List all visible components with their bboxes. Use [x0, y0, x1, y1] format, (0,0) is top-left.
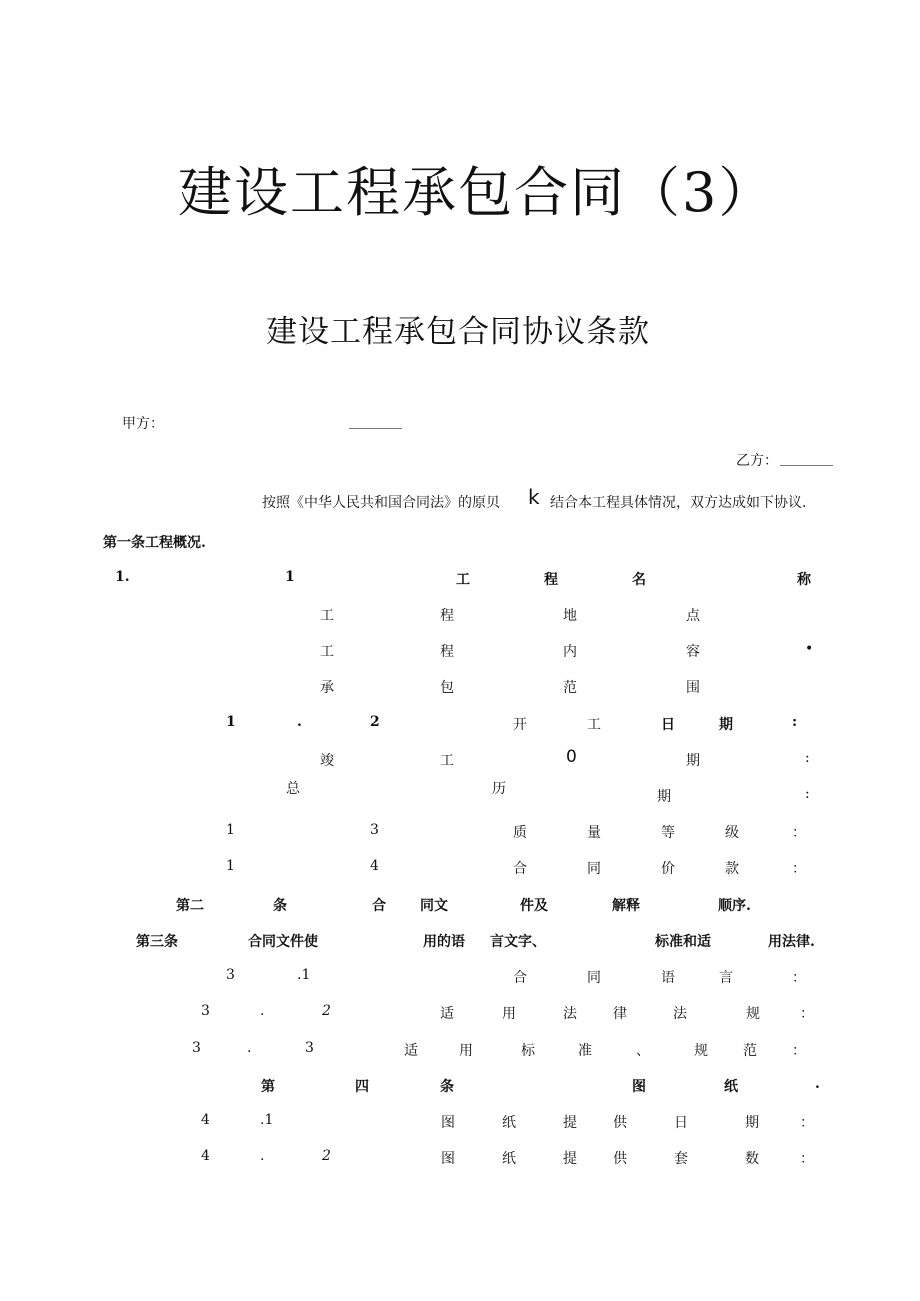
text-token: 1	[226, 822, 235, 838]
text-token: •	[805, 641, 814, 657]
text-token: ：	[792, 1043, 806, 1059]
text-token: 工	[456, 572, 470, 588]
text-token: 提	[563, 1115, 577, 1131]
text-token: :	[805, 786, 810, 802]
text-token: 点	[686, 608, 700, 624]
text-token: 件及	[520, 898, 548, 914]
text-token: 语	[661, 970, 675, 986]
text-token: 总	[286, 781, 300, 797]
text-token: .	[815, 1076, 820, 1092]
text-token: 同	[587, 861, 601, 877]
text-token: 规	[694, 1043, 708, 1059]
text-token: 期	[719, 717, 733, 733]
text-token: 同	[587, 970, 601, 986]
text-token: 称	[797, 572, 811, 588]
text-token: 1.	[115, 569, 130, 585]
text-token: 律	[613, 1006, 627, 1022]
text-token: 开	[513, 717, 527, 733]
text-token: 容	[686, 644, 700, 660]
text-token: 1	[226, 858, 235, 874]
text-token: 日	[661, 717, 675, 733]
text-token: 承	[320, 680, 334, 696]
text-token: 合	[372, 898, 386, 914]
party-b-blank	[780, 465, 833, 466]
text-token: 内	[563, 644, 577, 660]
text-token: 顺序.	[718, 898, 751, 914]
text-token: 规	[746, 1006, 760, 1022]
text-token: 用法律.	[768, 934, 815, 950]
text-token: 纸	[724, 1079, 738, 1095]
text-token: 范	[743, 1043, 757, 1059]
text-token: ：	[792, 970, 806, 986]
text-token: 四	[355, 1079, 369, 1095]
intro-k: k	[528, 485, 540, 509]
text-token: 4	[201, 1112, 210, 1128]
text-token: 期	[745, 1115, 759, 1131]
text-token: 合	[513, 861, 527, 877]
text-token: 1	[226, 714, 236, 730]
intro-text-2: 结合本工程具体情况，双方达成如下协议.	[550, 495, 807, 511]
text-token: ：	[792, 825, 806, 841]
text-token: :	[805, 750, 810, 766]
text-token: 程	[440, 608, 454, 624]
text-token: 3	[226, 967, 235, 983]
text-token: 范	[563, 680, 577, 696]
text-token: 级	[725, 825, 739, 841]
text-token: 期	[657, 789, 671, 805]
text-token: ：	[800, 1115, 814, 1131]
text-token: 0	[566, 747, 577, 767]
text-token: 合同文件使	[248, 934, 318, 950]
text-token: 用	[459, 1043, 473, 1059]
text-token: 量	[587, 825, 601, 841]
text-token: 用的语	[423, 934, 465, 950]
text-token: 第三条	[136, 934, 178, 950]
text-token: 程	[440, 644, 454, 660]
text-token: 3	[370, 822, 379, 838]
text-token: 解释	[612, 898, 640, 914]
party-a-blank	[349, 428, 402, 429]
text-token: 适	[404, 1043, 418, 1059]
party-a-label: 甲方：	[122, 416, 164, 432]
text-token: :	[792, 714, 798, 730]
text-token: 名	[632, 572, 646, 588]
document-title: 建设工程承包合同（3）	[178, 161, 775, 224]
text-token: 图	[632, 1079, 646, 1095]
text-token: 套	[674, 1151, 688, 1167]
text-token: 3	[192, 1040, 201, 1056]
text-token: 包	[440, 680, 454, 696]
text-token: 同文	[420, 898, 448, 914]
article-1-heading: 第一条工程概况.	[103, 535, 206, 551]
text-token: 数	[745, 1151, 759, 1167]
text-token: 条	[273, 898, 287, 914]
text-token: 纸	[502, 1151, 516, 1167]
text-token: 2	[370, 714, 380, 730]
text-token: 提	[563, 1151, 577, 1167]
text-token: 工	[587, 717, 601, 733]
text-token: ：	[792, 861, 806, 877]
text-token: .	[247, 1040, 252, 1056]
text-token: 4	[201, 1148, 210, 1164]
text-token: 价	[661, 861, 675, 877]
text-token: .	[260, 1148, 265, 1164]
text-token: .1	[260, 1112, 274, 1128]
text-token: 历	[492, 781, 506, 797]
text-token: 适	[440, 1006, 454, 1022]
text-token: 标准和适	[655, 934, 711, 950]
text-token: .	[260, 1003, 265, 1019]
text-token: 3	[305, 1040, 314, 1056]
text-token: .	[297, 714, 302, 730]
text-token: 期	[686, 753, 700, 769]
party-b-label: 乙方：	[736, 453, 778, 469]
document-subtitle: 建设工程承包合同协议条款	[266, 314, 650, 350]
text-token: 竣	[320, 753, 334, 769]
text-token: 第二	[176, 898, 204, 914]
text-token: 2	[322, 1148, 331, 1164]
text-token: ：	[800, 1151, 814, 1167]
text-token: 、	[636, 1043, 650, 1059]
text-token: ：	[800, 1006, 814, 1022]
text-token: 纸	[502, 1115, 516, 1131]
text-token: 用	[502, 1006, 516, 1022]
text-token: 工	[440, 753, 454, 769]
text-token: 图	[441, 1115, 455, 1131]
text-token: 程	[544, 572, 558, 588]
text-token: 图	[441, 1151, 455, 1167]
text-token: 第	[261, 1079, 275, 1095]
intro-text-1: 按照《中华人民共和国合同法》的原贝	[262, 495, 500, 511]
text-token: 等	[661, 825, 675, 841]
text-token: 标	[521, 1043, 535, 1059]
text-token: 法	[673, 1006, 687, 1022]
text-token: 1	[285, 569, 295, 585]
text-token: 4	[370, 858, 379, 874]
text-token: 款	[725, 861, 739, 877]
text-token: 合	[513, 970, 527, 986]
text-token: 供	[613, 1115, 627, 1131]
text-token: 地	[563, 608, 577, 624]
text-token: 准	[578, 1043, 592, 1059]
text-token: 工	[320, 608, 334, 624]
text-token: .1	[297, 967, 311, 983]
text-token: 质	[513, 825, 527, 841]
text-token: 供	[613, 1151, 627, 1167]
text-token: 条	[440, 1079, 454, 1095]
text-token: 日	[674, 1115, 688, 1131]
text-token: 法	[563, 1006, 577, 1022]
text-token: 围	[686, 680, 700, 696]
text-token: 言	[719, 970, 733, 986]
text-token: 3	[201, 1003, 210, 1019]
text-token: 工	[320, 644, 334, 660]
text-token: 言文字、	[490, 934, 546, 950]
text-token: 2	[322, 1003, 331, 1019]
